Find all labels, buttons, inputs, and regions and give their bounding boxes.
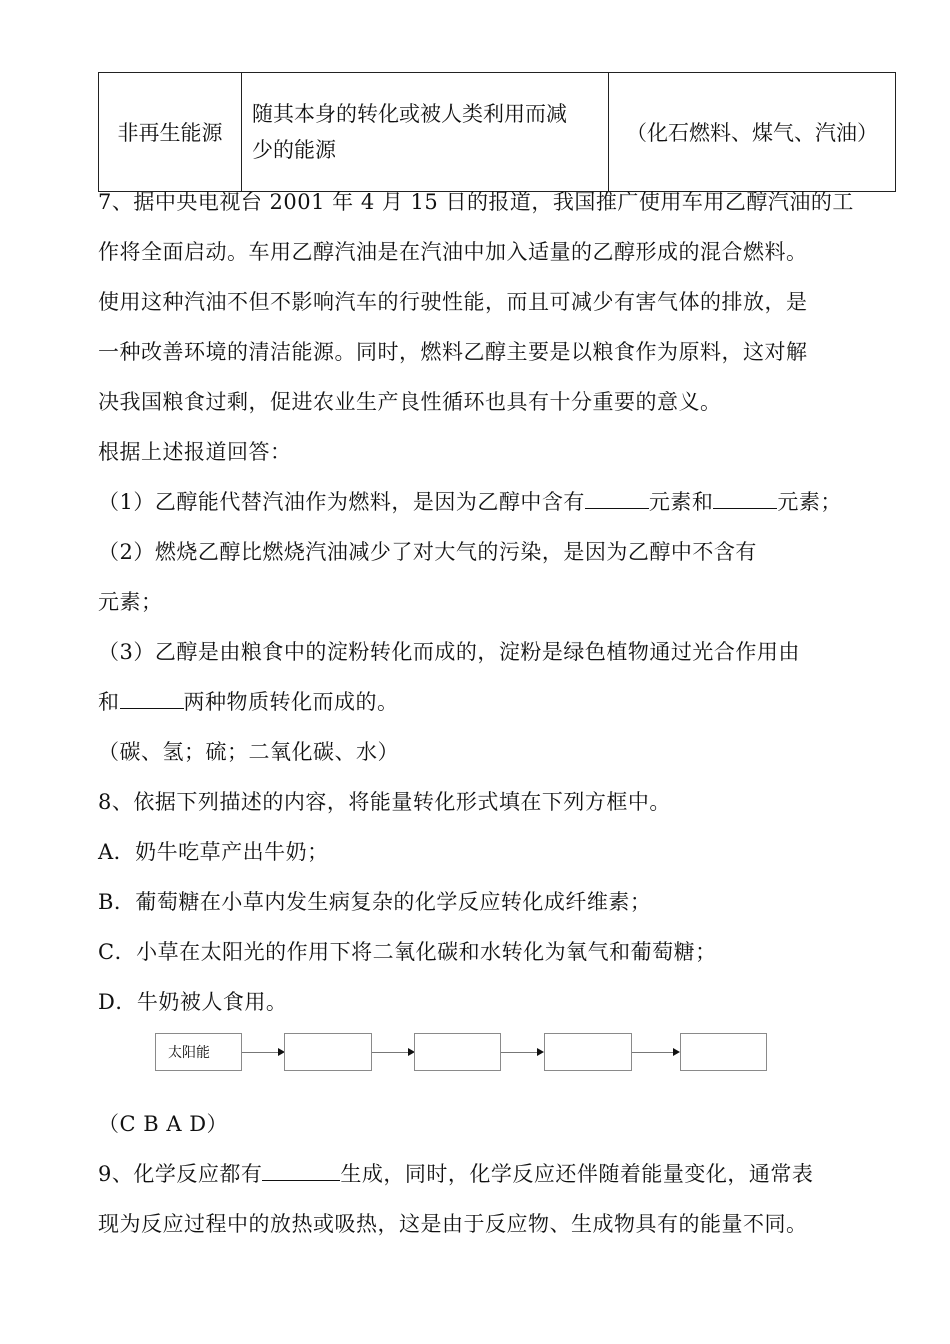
q8-option-a: A．奶牛吃草产出牛奶；	[98, 840, 329, 864]
q9-line: 现为反应过程中的放热或吸热，这是由于反应物、生成物具有的能量不同。	[98, 1212, 808, 1236]
table-cell-name: 非再生能源	[99, 73, 242, 192]
q8-stem: 8、依据下列描述的内容，将能量转化形式填在下列方框中。	[98, 790, 671, 814]
energy-table	[98, 72, 896, 192]
flow-box-start	[155, 1033, 242, 1071]
answer-blank	[262, 1160, 340, 1181]
q7-paragraph-line: 决我国粮食过剩，促进农业生产良性循环也具有十分重要的意义。	[98, 390, 722, 414]
answer-blank	[120, 688, 184, 709]
q7-sub1-text: 元素和	[648, 490, 714, 514]
table-row	[99, 73, 896, 192]
q7-sub2-line: 元素；	[98, 590, 163, 614]
flow-box-blank[interactable]	[414, 1033, 501, 1071]
q7-paragraph-line: 一种改善环境的清洁能源。同时，燃料乙醇主要是以粮食作为原料，这对解	[98, 340, 808, 364]
q7-sub1	[98, 488, 842, 516]
q7-sub3-text: 和	[98, 690, 120, 714]
q7-sub1-text: 元素；	[777, 490, 842, 514]
flow-arrow	[501, 1052, 542, 1053]
q7-paragraph-line: 7、据中央电视台 2001 年 4 月 15 日的报道，我国推广使用车用乙醇汽油的工	[98, 190, 854, 214]
flow-arrow	[372, 1052, 413, 1053]
description-line: 少的能源	[252, 138, 336, 162]
q8-option-d: D．牛奶被人食用。	[98, 990, 288, 1014]
q7-sub1-text: （1）乙醇能代替汽油作为燃料，是因为乙醇中含有	[98, 490, 585, 514]
flow-box-blank[interactable]	[680, 1033, 767, 1071]
description-line: 随其本身的转化或被人类利用而减	[252, 102, 567, 126]
answer-blank	[585, 488, 649, 509]
flow-box-label: 太阳能	[168, 1045, 210, 1061]
q9-line	[98, 1160, 813, 1188]
answer-blank	[713, 488, 777, 509]
q9-text: 生成，同时，化学反应还伴随着能量变化，通常表	[340, 1162, 814, 1186]
table-cell-examples: （化石燃料、煤气、汽油）	[609, 73, 896, 192]
q7-prompt: 根据上述报道回答：	[98, 440, 292, 464]
q7-sub3-text: 两种物质转化而成的。	[183, 690, 399, 714]
q8-answer: （C B A D）	[98, 1112, 229, 1136]
energy-flow-diagram	[155, 1033, 775, 1075]
q7-paragraph-line: 作将全面启动。车用乙醇汽油是在汽油中加入适量的乙醇形成的混合燃料。	[98, 240, 808, 264]
table-cell-description	[242, 73, 609, 192]
flow-box-blank[interactable]	[284, 1033, 372, 1071]
flow-box-blank[interactable]	[544, 1033, 632, 1071]
flow-arrow	[632, 1052, 678, 1053]
flow-arrow	[242, 1052, 283, 1053]
q7-sub3-line: （3）乙醇是由粮食中的淀粉转化而成的，淀粉是绿色植物通过光合作用由	[98, 640, 800, 664]
q7-answer: （碳、氢；硫；二氧化碳、水）	[98, 740, 399, 764]
q8-option-b: B．葡萄糖在小草内发生病复杂的化学反应转化成纤维素；	[98, 890, 652, 914]
q9-text: 9、化学反应都有	[98, 1162, 263, 1186]
q7-sub3-line	[98, 688, 399, 716]
q8-option-c: C．小草在太阳光的作用下将二氧化碳和水转化为氧气和葡萄糖；	[98, 940, 717, 964]
q7-sub2-line: （2）燃烧乙醇比燃烧汽油减少了对大气的污染，是因为乙醇中不含有	[98, 540, 757, 564]
q7-paragraph-line: 使用这种汽油不但不影响汽车的行驶性能，而且可减少有害气体的排放，是	[98, 290, 808, 314]
